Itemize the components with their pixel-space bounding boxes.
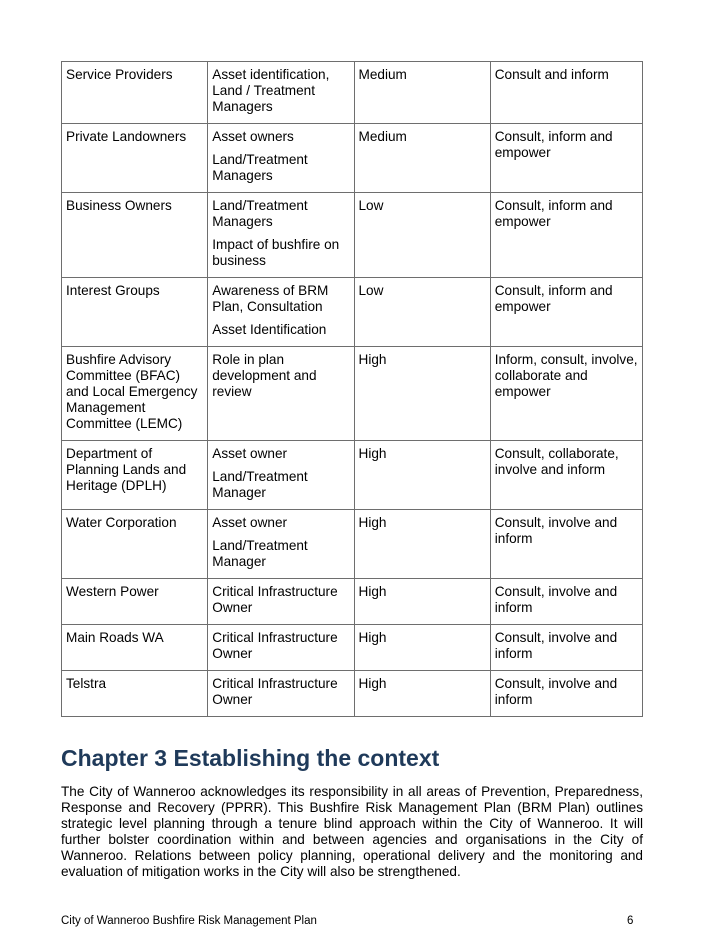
interest-paragraph bbox=[212, 129, 349, 145]
stakeholder-cell bbox=[62, 124, 208, 193]
table-row bbox=[62, 347, 643, 441]
stakeholder-cell bbox=[62, 347, 208, 441]
stakeholder-cell-line: Main Roads WA bbox=[66, 630, 164, 645]
stakeholder-cell-line: Interest Groups bbox=[66, 283, 160, 298]
interest-cell bbox=[208, 671, 354, 717]
interest-line: development and bbox=[212, 368, 317, 383]
interest-paragraph bbox=[212, 630, 349, 662]
interest-line: Owner bbox=[212, 646, 253, 661]
interest-cell bbox=[208, 193, 354, 278]
level-cell: High bbox=[354, 579, 490, 625]
interest-paragraph bbox=[212, 283, 349, 315]
approach-cell-line: Inform, consult, involve, bbox=[494, 352, 638, 367]
stakeholder-cell-line: Bushfire Advisory bbox=[66, 352, 172, 367]
stakeholder-cell-line: Water Corporation bbox=[66, 515, 177, 530]
stakeholder-cell-line: Department of bbox=[66, 446, 153, 461]
stakeholder-cell bbox=[62, 193, 208, 278]
approach-cell-line: inform bbox=[494, 531, 533, 546]
approach-cell-line: Consult, collaborate, bbox=[494, 446, 619, 461]
approach-cell-line: empower bbox=[494, 214, 551, 229]
level-cell: High bbox=[354, 671, 490, 717]
interest-paragraph bbox=[212, 237, 349, 269]
interest-cell bbox=[208, 579, 354, 625]
interest-paragraph bbox=[212, 515, 349, 531]
interest-paragraph bbox=[212, 676, 349, 708]
stakeholder-cell-line: Management bbox=[66, 400, 146, 415]
interest-paragraph bbox=[212, 198, 349, 230]
approach-cell-line: Consult, inform and bbox=[494, 283, 613, 298]
interest-cell bbox=[208, 510, 354, 579]
approach-cell bbox=[490, 347, 642, 441]
interest-line: Managers bbox=[212, 168, 273, 183]
interest-line: Managers bbox=[212, 214, 273, 229]
table-row bbox=[62, 278, 643, 347]
level-cell: Low bbox=[354, 193, 490, 278]
interest-cell bbox=[208, 124, 354, 193]
level-cell: High bbox=[354, 441, 490, 510]
stakeholder-cell bbox=[62, 579, 208, 625]
interest-line: Land/Treatment bbox=[212, 538, 308, 553]
interest-line: Critical Infrastructure bbox=[212, 584, 338, 599]
chapter-body-paragraph: The City of Wanneroo acknowledges its responsibility in all areas of Prevention, Preparedness, Response and Recovery (PPRR). This Bushfire Risk Management Plan (BRM Plan) outlines strategic level planning through a tenure blind approach within the City of Wanneroo. It will further bolster coordination within and between agencies and organisations in the City of Wanneroo. Relations between policy planning, operational delivery and the monitoring and evaluation of mitigation works in the City will also be strengthened. bbox=[61, 784, 643, 879]
table-row bbox=[62, 441, 643, 510]
level-cell: High bbox=[354, 510, 490, 579]
approach-cell bbox=[490, 62, 642, 124]
interest-line: Asset Identification bbox=[212, 322, 327, 337]
approach-cell-line: Consult, involve and bbox=[494, 630, 618, 645]
approach-cell bbox=[490, 441, 642, 510]
interest-line: Plan, Consultation bbox=[212, 299, 323, 314]
table-row bbox=[62, 579, 643, 625]
approach-cell-line: inform bbox=[494, 600, 533, 615]
interest-line: Critical Infrastructure bbox=[212, 676, 338, 691]
interest-paragraph bbox=[212, 352, 349, 400]
footer-page-number: 6 bbox=[627, 915, 634, 927]
approach-cell-line: Consult, involve and bbox=[494, 676, 618, 691]
interest-paragraph bbox=[212, 322, 349, 338]
level-cell: High bbox=[354, 347, 490, 441]
approach-cell bbox=[490, 625, 642, 671]
interest-line: Asset owners bbox=[212, 129, 294, 144]
stakeholder-cell bbox=[62, 441, 208, 510]
interest-line: Asset owner bbox=[212, 446, 288, 461]
stakeholder-table bbox=[61, 61, 643, 717]
stakeholder-cell bbox=[62, 625, 208, 671]
interest-line: Managers bbox=[212, 99, 273, 114]
approach-cell-line: empower bbox=[494, 299, 551, 314]
table-row bbox=[62, 510, 643, 579]
approach-cell-line: involve and inform bbox=[494, 462, 606, 477]
footer-document-title: City of Wanneroo Bushfire Risk Management Plan bbox=[61, 915, 317, 927]
interest-line: Impact of bushfire on bbox=[212, 237, 340, 252]
interest-line: Land/Treatment bbox=[212, 152, 308, 167]
approach-cell-line: Consult, involve and bbox=[494, 515, 618, 530]
interest-line: review bbox=[212, 384, 252, 399]
level-cell: High bbox=[354, 625, 490, 671]
stakeholder-cell-line: Business Owners bbox=[66, 198, 172, 213]
interest-line: Manager bbox=[212, 485, 266, 500]
interest-line: Asset identification, bbox=[212, 67, 330, 82]
approach-cell bbox=[490, 671, 642, 717]
interest-paragraph bbox=[212, 584, 349, 616]
interest-line: Land/Treatment bbox=[212, 198, 308, 213]
approach-cell bbox=[490, 193, 642, 278]
approach-cell-line: inform bbox=[494, 692, 533, 707]
stakeholder-cell-line: and Local Emergency bbox=[66, 384, 198, 399]
stakeholder-cell-line: Committee (BFAC) bbox=[66, 368, 181, 383]
approach-cell-line: Consult, inform and bbox=[494, 198, 613, 213]
stakeholder-cell-line: Telstra bbox=[66, 676, 107, 691]
approach-cell bbox=[490, 510, 642, 579]
stakeholder-cell bbox=[62, 278, 208, 347]
interest-line: Role in plan bbox=[212, 352, 285, 367]
approach-cell bbox=[490, 579, 642, 625]
interest-line: Asset owner bbox=[212, 515, 288, 530]
interest-line: business bbox=[212, 253, 266, 268]
approach-cell-line: inform bbox=[494, 646, 533, 661]
interest-paragraph bbox=[212, 469, 349, 501]
stakeholder-cell-line: Service Providers bbox=[66, 67, 173, 82]
level-cell: Low bbox=[354, 278, 490, 347]
interest-line: Land / Treatment bbox=[212, 83, 316, 98]
table-row bbox=[62, 62, 643, 124]
stakeholder-cell-line: Committee (LEMC) bbox=[66, 416, 183, 431]
interest-paragraph bbox=[212, 67, 349, 115]
interest-paragraph bbox=[212, 152, 349, 184]
interest-line: Owner bbox=[212, 600, 253, 615]
stakeholder-table-body bbox=[62, 62, 643, 717]
interest-line: Critical Infrastructure bbox=[212, 630, 338, 645]
stakeholder-cell-line: Western Power bbox=[66, 584, 159, 599]
interest-line: Manager bbox=[212, 554, 266, 569]
interest-cell bbox=[208, 347, 354, 441]
approach-cell-line: Consult, inform and bbox=[494, 129, 613, 144]
stakeholder-cell-line: Private Landowners bbox=[66, 129, 187, 144]
level-cell: Medium bbox=[354, 62, 490, 124]
table-row bbox=[62, 193, 643, 278]
interest-cell bbox=[208, 441, 354, 510]
level-cell: Medium bbox=[354, 124, 490, 193]
interest-paragraph bbox=[212, 446, 349, 462]
approach-cell bbox=[490, 278, 642, 347]
chapter-title: Chapter 3 Establishing the context bbox=[61, 745, 440, 771]
stakeholder-cell-line: Heritage (DPLH) bbox=[66, 478, 167, 493]
interest-cell bbox=[208, 62, 354, 124]
interest-line: Owner bbox=[212, 692, 253, 707]
stakeholder-cell bbox=[62, 62, 208, 124]
table-row bbox=[62, 671, 643, 717]
approach-cell bbox=[490, 124, 642, 193]
interest-line: Land/Treatment bbox=[212, 469, 308, 484]
approach-cell-line: collaborate and bbox=[494, 368, 588, 383]
approach-cell-line: empower bbox=[494, 384, 551, 399]
interest-cell bbox=[208, 625, 354, 671]
stakeholder-cell bbox=[62, 671, 208, 717]
stakeholder-cell-line: Planning Lands and bbox=[66, 462, 187, 477]
interest-cell bbox=[208, 278, 354, 347]
table-row bbox=[62, 625, 643, 671]
approach-cell-line: Consult and inform bbox=[494, 67, 609, 82]
approach-cell-line: empower bbox=[494, 145, 551, 160]
table-row bbox=[62, 124, 643, 193]
stakeholder-cell bbox=[62, 510, 208, 579]
approach-cell-line: Consult, involve and bbox=[494, 584, 618, 599]
interest-line: Awareness of BRM bbox=[212, 283, 329, 298]
interest-paragraph bbox=[212, 538, 349, 570]
